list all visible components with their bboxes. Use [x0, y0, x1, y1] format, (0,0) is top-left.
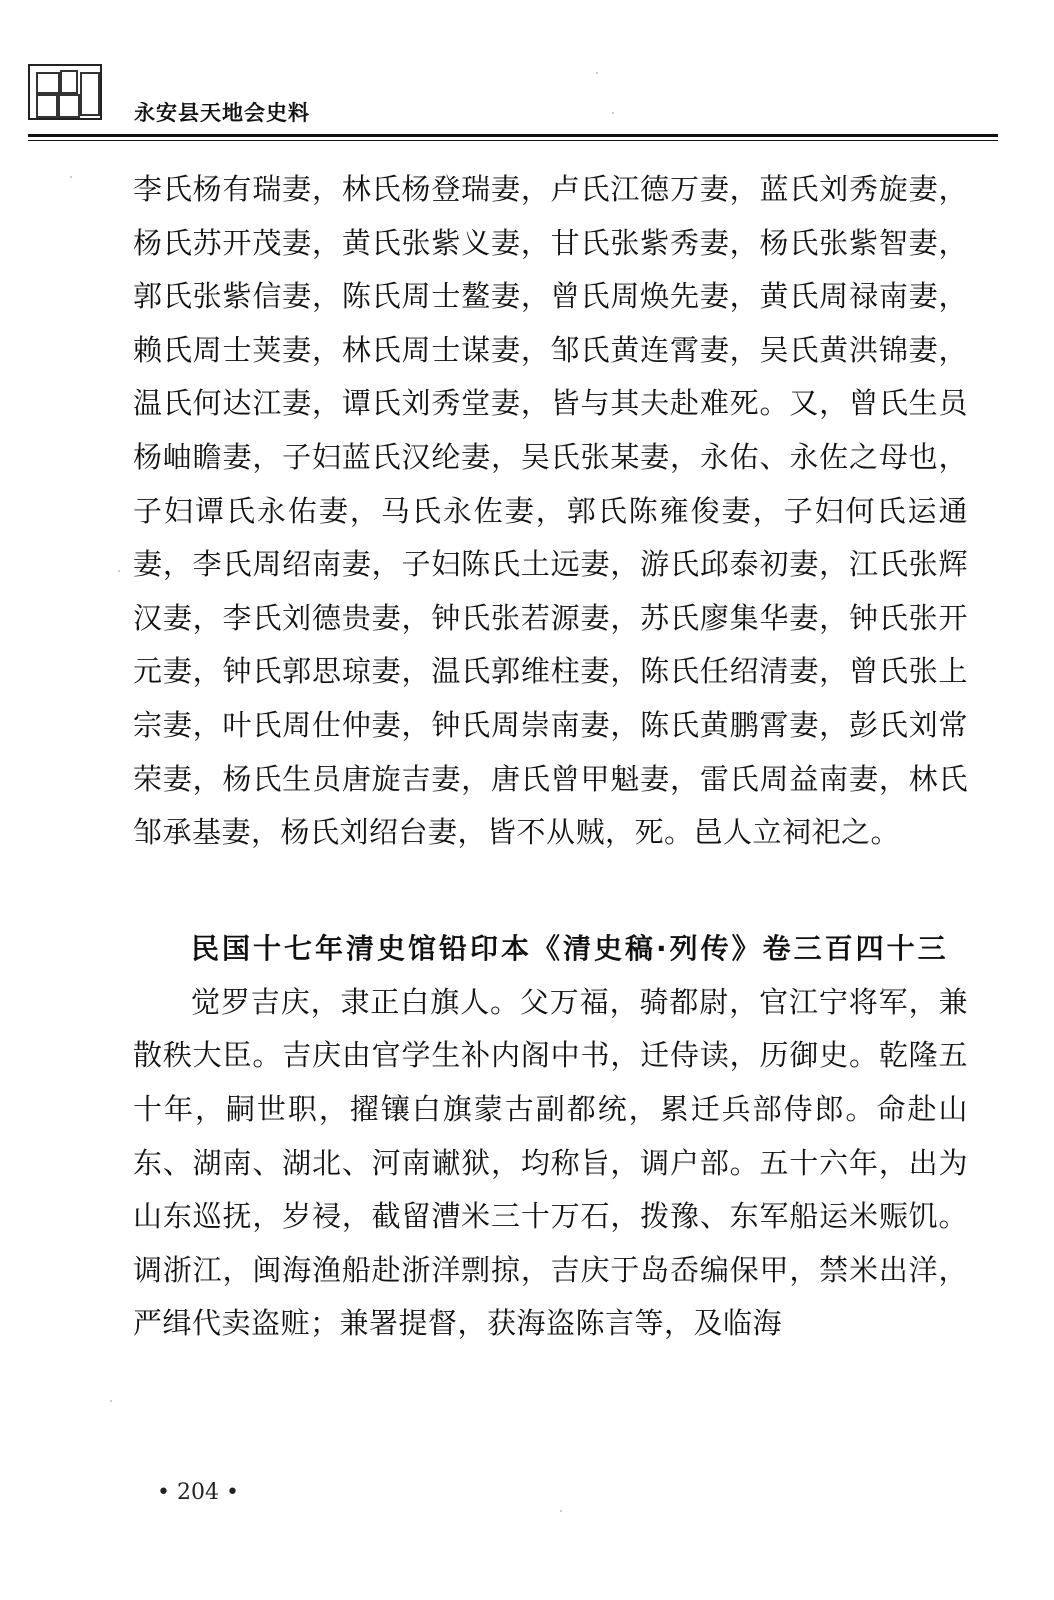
page-body [133, 163, 968, 1351]
running-header-title: 永安县天地会史料 [134, 101, 310, 125]
paper-speck [110, 1400, 112, 1402]
seal-logo [28, 64, 102, 120]
header-rule-thin [28, 140, 998, 141]
paragraph-biography: 觉罗吉庆，隶正白旗人。父万福，骑都尉，官江宁将军，兼散秩大臣。吉庆由官学生补内阁中书，迁侍读，历御史。乾隆五十年，嗣世职，擢镶白旗蒙古副都统，累迁兵部侍郎。命赴山东、湖南、湖北、河南谳狱，均称旨，调户部。五十六年，出为山东巡抚，岁祲，截留漕米三十万石，拨豫、东军船运米赈饥。调浙江，闽海渔船赴浙洋剽掠，吉庆于岛岙编保甲，禁米出洋，严缉代卖盗赃；兼署提督，获海盗陈言等，及临海 [133, 984, 968, 1341]
header-rule [28, 134, 998, 137]
paper-speck [560, 1510, 562, 1512]
page-number: • 204 • [157, 1480, 239, 1505]
paper-speck [596, 72, 598, 74]
paper-speck [70, 176, 72, 178]
paper-speck [612, 112, 614, 114]
source-heading: 民国十七年清史馆铅印本《清史稿·列传》卷三百四十三 [191, 931, 949, 965]
paragraph-martyrs: 李氏杨有瑞妻，林氏杨登瑞妻，卢氏江德万妻，蓝氏刘秀旋妻，杨氏苏开茂妻，黄氏张紫义妻，甘氏张紫秀妻，杨氏张紫智妻，郭氏张紫信妻，陈氏周士鳌妻，曾氏周焕先妻，黄氏周禄南妻，赖氏周士荚妻，林氏周士谋妻，邹氏黄连霄妻，吴氏黄洪锦妻，温氏何达江妻，谭氏刘秀堂妻，皆与其夫赴难死。又，曾氏生员杨岫瞻妻，子妇蓝氏汉纶妻，吴氏张某妻，永佑、永佐之母也，子妇谭氏永佑妻，马氏永佐妻，郭氏陈雍俊妻，子妇何氏运通妻，李氏周绍南妻，子妇陈氏土远妻，游氏邱泰初妻，江氏张辉汉妻，李氏刘德贵妻，钟氏张若源妻，苏氏廖集华妻，钟氏张开元妻，钟氏郭思琼妻，温氏郭维柱妻，陈氏任绍清妻，曾氏张上宗妻，叶氏周仕仲妻，钟氏周崇南妻，陈氏黄鹏霄妻，彭氏刘常荣妻，杨氏生员唐旋吉妻，唐氏曾甲魁妻，雷氏周益南妻，林氏邹承基妻，杨氏刘绍台妻，皆不从贼，死。邑人立祠祀之。 [133, 172, 968, 850]
paper-speck [118, 570, 120, 572]
